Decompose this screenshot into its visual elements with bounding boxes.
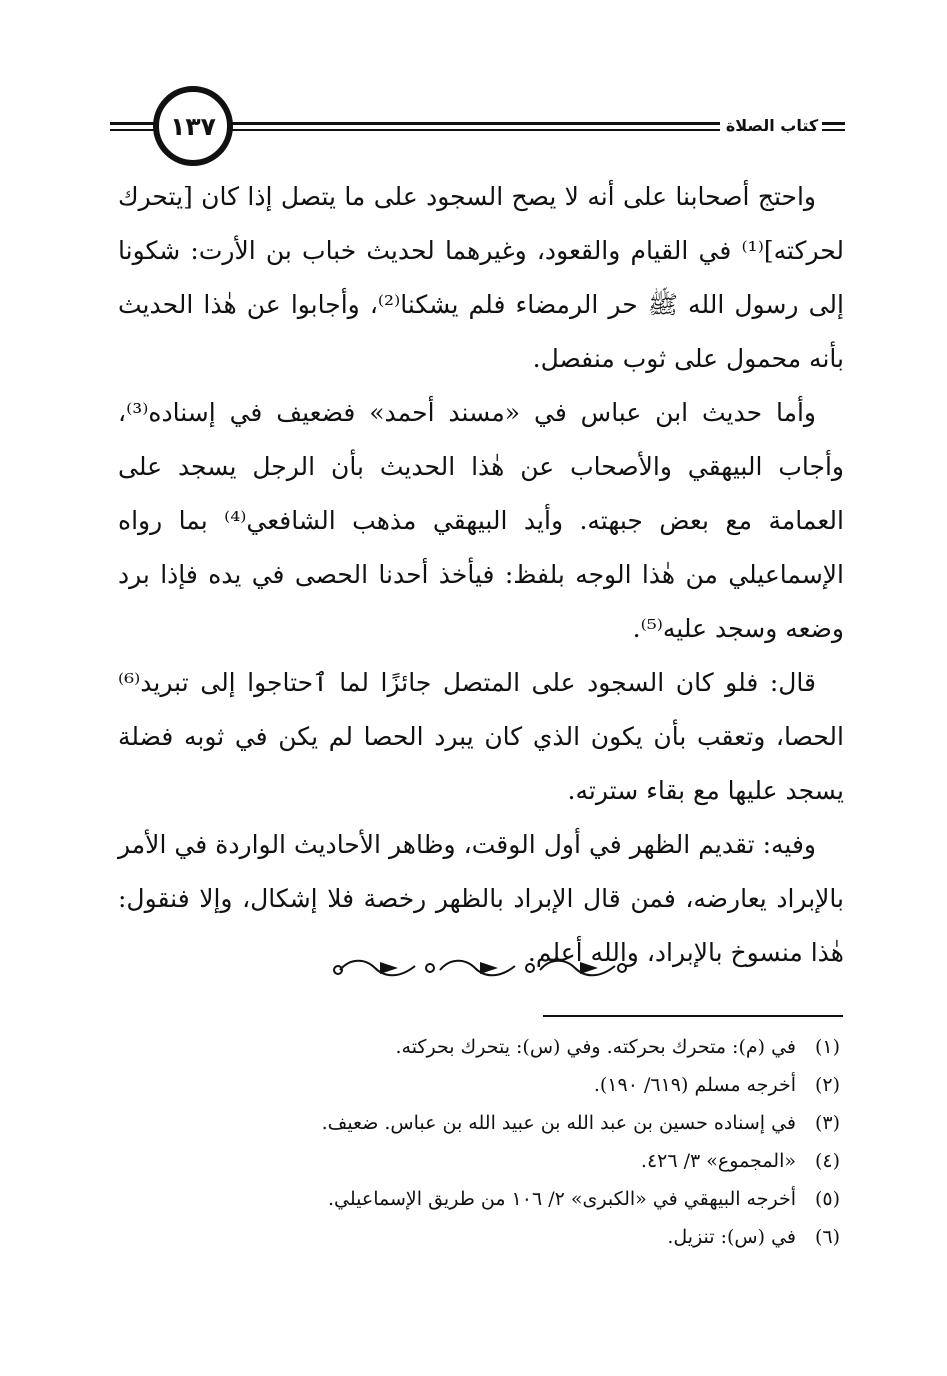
- footnote-text: في إسناده حسين بن عبد الله بن عبيد الله بن عباس. ضعيف.: [321, 1112, 796, 1134]
- header-rule-left: [110, 122, 155, 131]
- page-number: ١٣٧: [170, 111, 216, 141]
- footnote-text: «المجموع» ٣/ ٤٢٦.: [640, 1150, 796, 1172]
- footnote-number: (٤): [814, 1150, 840, 1172]
- footnote-number: (٦): [814, 1226, 840, 1248]
- footnote-5: [118, 1180, 840, 1218]
- footnote-1: [118, 1028, 840, 1066]
- footnote-number: (٢): [814, 1074, 840, 1096]
- footnote-3: [118, 1104, 840, 1142]
- footnote-text: أخرجه البيهقي في «الكبرى» ٢/ ١٠٦ من طريق الإسماعيلي.: [328, 1188, 796, 1210]
- footnote-4: [118, 1142, 840, 1180]
- footnote-number: (٣): [814, 1112, 840, 1134]
- footnote-6: [118, 1218, 840, 1256]
- paragraph-1: واحتج أصحابنا على أنه لا يصح السجود على ما يتصل إذا كان [يتحرك لحركته]⁽¹⁾ في القيام والقعود، وغيرهما لحديث خباب بن الأرت: شكونا إلى رسول الله ﷺ حر الرمضاء فلم يشكنا⁽²⁾، وأجابوا عن هٰذا الحديث بأنه محمول على ثوب منفصل.: [118, 182, 844, 373]
- chapter-title: كتاب الصلاة: [725, 116, 819, 135]
- paragraph-4: وفيه: تقديم الظهر في أول الوقت، وظاهر الأحاديث الواردة في الأمر بالإبراد يعارضه، فمن قال الإبراد بالظهر رخصة فلا إشكال، وإلا فنقول: هٰذا منسوخ بالإبراد، والله أعلم.: [118, 830, 844, 967]
- header-rule-middle: [230, 122, 720, 131]
- footnote-text: في (س): تنزيل.: [667, 1226, 796, 1248]
- page-number-badge: [153, 86, 233, 166]
- footnote-text: في (م): متحرك بحركته. وفي (س): يتحرك بحركته.: [395, 1036, 796, 1058]
- footnotes: [118, 1028, 840, 1256]
- divider-ornament-icon: [330, 948, 630, 988]
- footnote-2: [118, 1066, 840, 1104]
- page-header: [110, 92, 845, 172]
- paragraph-3: قال: فلو كان السجود على المتصل جائزًا لما ٱحتاجوا إلى تبريد⁽⁶⁾ الحصا، وتعقب بأن يكون الذي كان يبرد الحصا لم يكن في ثوبه فضلة يسجد عليها مع بقاء سترته.: [118, 668, 844, 805]
- main-text: [118, 170, 844, 980]
- paragraph-2: وأما حديث ابن عباس في «مسند أحمد» فضعيف في إسناده⁽³⁾، وأجاب البيهقي والأصحاب عن هٰذا الحديث بأن الرجل يسجد على العمامة مع بعض جبهته. وأيد البيهقي مذهب الشافعي⁽⁴⁾ بما رواه الإسماعيلي من هٰذا الوجه بلفظ: فيأخذ أحدنا الحصى في يده فإذا برد وضعه وسجد عليه⁽⁵⁾.: [118, 398, 844, 643]
- footnote-number: (٥): [814, 1188, 840, 1210]
- footnote-number: (١): [814, 1036, 840, 1058]
- footnote-separator: [543, 1015, 843, 1017]
- header-rule-right: [822, 122, 845, 131]
- footnote-text: أخرجه مسلم (٦١٩/ ١٩٠).: [593, 1074, 796, 1096]
